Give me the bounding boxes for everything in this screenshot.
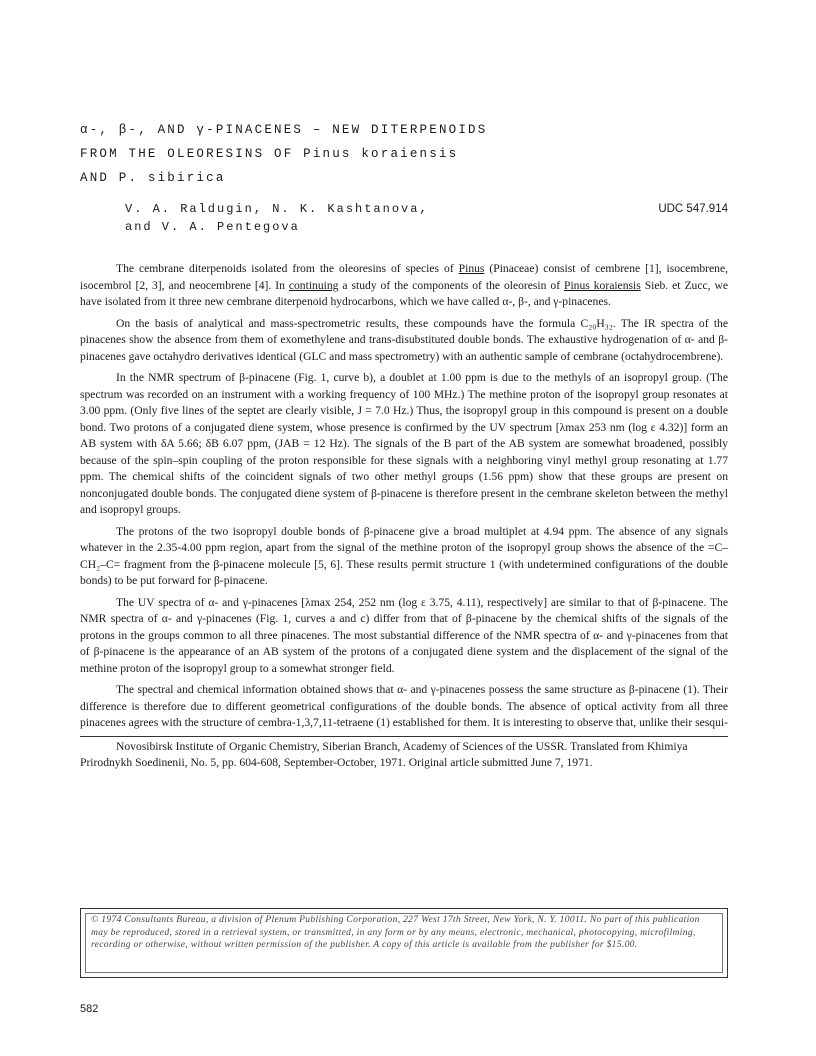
underlined-continuing: continuing — [288, 278, 339, 292]
udc-code: UDC 547.914 — [658, 203, 728, 215]
title-line-1: α-, β-, AND γ-PINACENES – NEW DITERPENOIDS — [80, 123, 488, 137]
affiliation-footnote: Novosibirsk Institute of Organic Chemistry, Siberian Branch, Academy of Sciences of the USSR. Translated from Khimiya Prirodnykh Soedinenii, No. 5, pp. 604-608, September-October, 1971. Original article submitted June 7, 1971. — [80, 740, 688, 769]
copyright-box — [80, 908, 728, 978]
footnote-divider — [80, 736, 728, 737]
paragraph-5: The UV spectra of α- and γ-pinacenes [λmax 254, 252 nm (log ε 3.75, 4.11), respectively] are similar to that of β-pinacene. The NMR spectra of α- and γ-pinacenes (Fig. 1, curves a and c) differ from that of β-pinacene by the chemical shifts of the signals of the protons in the groups common to all three pinacenes. The most substantial difference of the NMR spectra of α- and γ-pinacenes from that of β-pinacene is the appearance of an AB system of the protons of a conjugated diene system and the displacement of the signal of the methine proton of the isopropyl group to a somewhat stronger field. — [80, 595, 728, 675]
title-line-2: FROM THE OLEORESINS OF Pinus koraiensis — [80, 147, 459, 161]
paragraph-1-text-d: Sieb. et Zucc, we have isolated from it three new cembrane diterpenoid hydrocarbons, which we have called α-, β-, and γ-pinacenes. — [80, 278, 728, 308]
paragraph-1-text-c: a study of the components of the oleoresin of — [338, 278, 565, 292]
paragraph-1-text-a: The cembrane diterpenoids isolated from the oleoresins of species of — [116, 262, 459, 275]
genus-pinus: Pinus — [458, 262, 485, 275]
paragraph-4: The protons of the two isopropyl double bonds of β-pinacene give a broad multiplet at 4.94 ppm. The absence of any signals whatever in the 2.35-4.00 ppm region, apart from the signal of the methine proton of the isopropyl group shows the absence of the =C–CH₂–C= fragment from the β-pinacene molecule [5, 6]. These results permit structure 1 (with undetermined configurations of the double bonds) to be put forward for β-pinacene. — [80, 524, 728, 587]
author-list — [125, 200, 429, 236]
title-line-3: AND P. sibirica — [80, 171, 226, 185]
paragraph-3: In the NMR spectrum of β-pinacene (Fig. 1, curve b), a doublet at 1.00 ppm is due to the methyls of an isopropyl group. (The spectrum was recorded on an instrument with a working frequency of 100 MHz.) The methine proton of the isopropyl group resonates at 3.00 ppm. (Only five lines of the septet are clearly visible, J = 7.0 Hz.) Thus, the isopropyl group in this compound is present on a double bond. Two protons of a conjugated diene system, whose presence is confirmed by the UV spectrum [λmax 253 nm (log ε 4.32)] form an AB system with δA 5.66; δB 6.07 ppm, (JAB = 12 Hz). The signals of the B part of the AB system are somewhat broadened, possibly because of the spin–spin coupling of the proton responsible for these signals with a neighboring vinyl methyl group resonating at 1.77 ppm. The chemical shifts of the coincident signals of two other methyl groups (1.56 ppm) show that these groups are present on nonconjugated double bonds. The conjugated diene system of β-pinacene is therefore present in the cembrane skeleton between the methyl and isopropyl groups. — [80, 371, 728, 516]
species-pinus-koraiensis: Pinus koraiensis — [564, 278, 641, 292]
paragraph-1-text-b: (Pinaceae) consist of cembrene [1], isocembrene, isocembrol [2, 3], and neocembrene [4]. In — [80, 262, 728, 292]
paragraph-6: The spectral and chemical information obtained shows that α- and γ-pinacenes possess the same structure as β-pinacene (1). Their difference is therefore due to different geometrical configurations of the double bonds. The absence of optical activity from all three pinacenes agrees with the structure of cembra-1,3,7,11-tetraene (1) established for them. It is interesting to observe that, unlike their sesqui- — [80, 683, 728, 729]
paragraph-1 — [80, 261, 728, 311]
authors-line-2: and V. A. Pentegova — [125, 220, 300, 234]
article-body — [80, 261, 728, 737]
authors-line-1: V. A. Raldugin, N. K. Kashtanova, — [125, 202, 429, 216]
article-title — [80, 118, 740, 190]
page-number: 582 — [80, 1003, 99, 1015]
paragraph-2: On the basis of analytical and mass-spectrometric results, these compounds have the formula C₂₀H₃₂. The IR spectra of the pinacenes show the absence from them of exomethylene and trans-disubstituted double bonds. The exhaustive hydrogenation of α- and β-pinacenes gave octahydro derivatives identical (GLC and mass spectrometry) with an authentic sample of cembrane (octahydrocembrene). — [80, 316, 728, 363]
copyright-notice: © 1974 Consultants Bureau, a division of Plenum Publishing Corporation, 227 West 17th Street, New York, N. Y. 10011. No part of this publication may be reproduced, stored in a retrieval system, or transmitted, in any form or by any means, electronic, mechanical, photocopying, microfilming, recording or otherwise, without written permission of the publisher. A copy of this article is available from the publisher for $15.00. — [91, 914, 700, 951]
